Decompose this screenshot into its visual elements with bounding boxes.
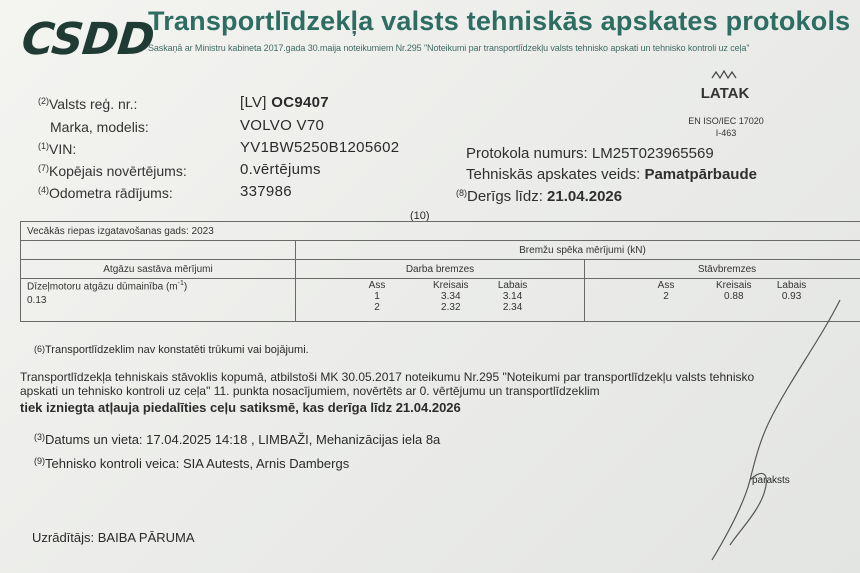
conclusion-line-2: apskati un tehnisko kontroli uz ceļa" 11. punkta nosacījumiem, novērtēts ar 0. vērtējumu un transportlīdzeklim xyxy=(20,384,600,398)
parking-right-col: Labais 0.93 xyxy=(776,280,807,302)
model-label: Marka, modelis: xyxy=(50,119,149,135)
accreditation-standard: EN ISO/IEC 17020 xyxy=(688,116,764,126)
findings-text: $^{(6)}$Transportlīdzeklim nav konstatēti trūkumi vai bojājumi. xyxy=(34,344,309,356)
parking-left-col: Kreisais 0.88 xyxy=(715,280,752,302)
csdd-logo: CSDD xyxy=(19,14,157,65)
conclusion-line-3: tiek izniegta atļauja piedalīties ceļu satiksmē, kas derīga līdz 21.04.2026 xyxy=(20,400,461,415)
accreditation-number: I-463 xyxy=(715,128,737,138)
reg-number-label: $^{(2)}$Valsts reģ. nr.: xyxy=(38,96,138,112)
service-brake-header: Darba bremzes xyxy=(296,260,585,279)
service-right-col: Labais 3.14 2.34 xyxy=(497,280,528,313)
inspector: $^{(9)}$Tehnisko kontroli veica: SIA Autests, Arnis Dambergs xyxy=(34,456,350,471)
exhaust-header: Atgāzu sastāva mērījumi xyxy=(21,260,296,279)
document-subtitle: Saskaņā ar Ministru kabineta 2017.gada 30.maija noteikumiem Nr.295 "Noteikumi par transportlīdzekļu valsts tehnisko apskati un tehnisko kontroli uz ceļa" xyxy=(148,43,750,53)
tire-year-cell: Vecākās riepas izgatavošanas gads: 2023 xyxy=(21,222,860,241)
model-value: VOLVO V70 xyxy=(240,117,325,134)
parking-axle-col: Ass 2 xyxy=(657,280,675,302)
date-place: $^{(3)}$Datums un vieta: 17.04.2025 14:18 , LIMBAŽI, Mehanizācijas iela 8a xyxy=(34,432,441,447)
vin-value: YV1BW5250B1205602 xyxy=(240,139,400,156)
brake-header: Bremžu spēka mērījumi (kN) xyxy=(296,241,860,260)
service-axle-col: Ass 1 2 xyxy=(368,280,386,313)
document-title: Transportlīdzekļa valsts tehniskās apskates protokols xyxy=(148,6,851,36)
section-marker: (10) xyxy=(410,210,430,222)
rating-value: 0.vērtējums xyxy=(240,161,321,178)
svg-text:LATAK: LATAK xyxy=(700,85,750,102)
odometer-value: 337986 xyxy=(240,183,292,200)
signature-label: paraksts xyxy=(752,475,790,486)
rating-label: $^{(7)}$Kopējais novērtējums: xyxy=(38,163,187,179)
presenter: Uzrādītājs: BAIBA PĀRUMA xyxy=(32,530,195,545)
parking-brake-header: Stāvbremzes xyxy=(585,260,860,279)
vin-label: $^{(1)}$VIN: xyxy=(38,141,77,157)
valid-until: $^{(8)}$Derīgs līdz: 21.04.2026 xyxy=(456,188,623,205)
inspection-type: Tehniskās apskates veids: Pamatpārbaude xyxy=(466,166,757,183)
odometer-label: $^{(4)}$Odometra rādījums: xyxy=(38,185,173,201)
reg-number-value: [LV] OC9407 xyxy=(240,94,329,111)
conclusion-line-1: Transportlīdzekļa tehniskais stāvoklis kopumā, atbilstoši MK 30.05.2017 noteikumu Nr.295 "Noteikumi par transportlīdzekļu valsts tehnisko xyxy=(20,370,755,384)
diesel-value: 0.13 xyxy=(27,295,47,307)
diesel-label: Dīzeļmotoru atgāzu dūmainība $(m^{-1})$ xyxy=(27,280,188,293)
protocol-number: Protokola numurs: LM25T023965569 xyxy=(466,145,714,162)
service-left-col: Kreisais 3.34 2.32 xyxy=(432,280,469,313)
